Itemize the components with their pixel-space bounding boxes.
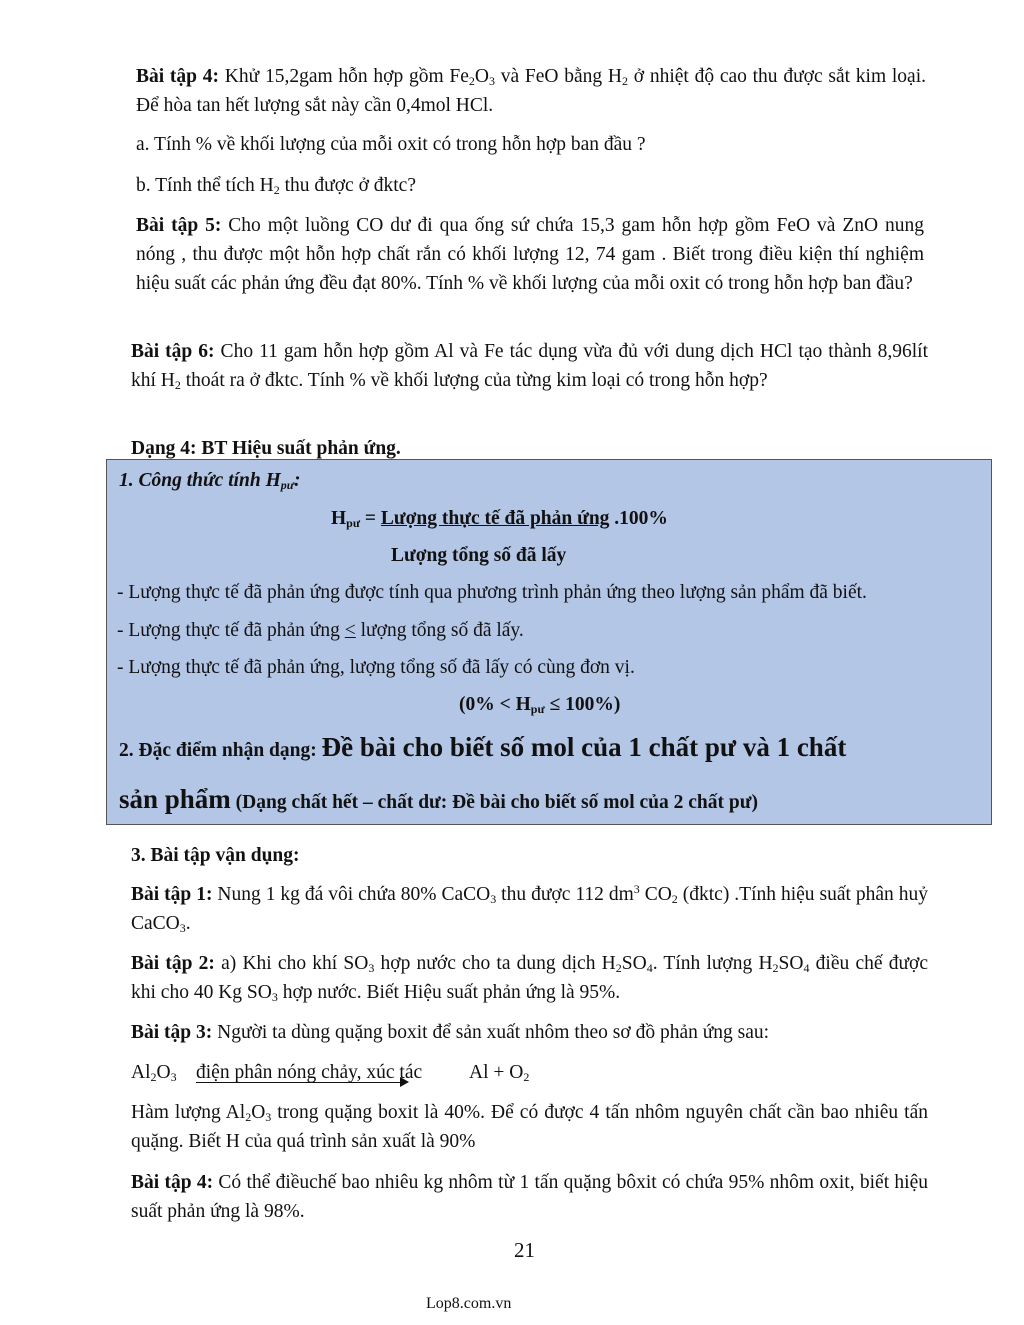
box-line-3: - Lượng thực tế đã phản ứng, lượng tổng số đã lấy có cùng đơn vị. bbox=[117, 657, 635, 678]
formula-denominator: Lượng tổng số đã lấy bbox=[391, 545, 567, 566]
footer-site: Lop8.com.vn bbox=[426, 1295, 512, 1312]
exercise-label: Bài tập 4: bbox=[136, 66, 220, 87]
formula-numerator: $H_{pư}$ = Lượng thực tế đã phản ứng .100% bbox=[331, 508, 668, 530]
exercise-4-part-b: b. Tính thể tích $H_2$ thu được ở đktc? bbox=[136, 175, 416, 197]
exercise-label: Bài tập 4: bbox=[131, 1172, 214, 1193]
exercise-2: Bài tập 2: a) Khi cho khí $SO_3$ hợp nước cho ta dung dịch $H_2SO_4$. Tính lượng $H_2SO_4$ điều chế được khi cho 40 Kg $SO_3$ hợp nước. Biết Hiệu suất phản ứng là 95%. bbox=[131, 953, 928, 1004]
box-heading-2: 2. Đặc điểm nhận dạng: Đề bài cho biết số mol của 1 chất pư và 1 chất bbox=[119, 732, 847, 762]
section-heading: Dạng 4: BT Hiệu suất phản ứng. bbox=[131, 438, 401, 459]
exercise-3: Bài tập 3: Người ta dùng quặng boxit để sản xuất nhôm theo sơ đồ phản ứng sau: bbox=[131, 1022, 770, 1043]
page-number: 21 bbox=[514, 1238, 535, 1262]
exercise-label: Bài tập 1: bbox=[131, 884, 213, 905]
box-heading-1: 1. Công thức tính $H_{pư}$: bbox=[119, 470, 301, 492]
exercise-6: Bài tập 6: Cho 11 gam hỗn hợp gồm Al và Fe tác dụng vừa đủ với dung dịch HCl tạo thành 8,96lít khí $H_2$ thoát ra ở đktc. Tính % về khối lượng của từng kim loại có trong hỗn hợp? bbox=[131, 341, 929, 392]
reaction-right: $Al + O_2$ bbox=[469, 1062, 530, 1084]
exercise-label: Bài tập 2: bbox=[131, 953, 215, 974]
exercise-5: Bài tập 5: Cho một luồng CO dư đi qua ống sứ chứa 15,3 gam hỗn hợp gồm FeO và ZnO nung nóng , thu được một hỗn hợp chất rắn có khối lượng 12, 74 gam . Biết trong điều kiện thí nghiệm hiệu suất các phản ứng đều đạt 80%. Tính % về khối lượng của mỗi oxit có trong hỗn hợp ban đầu? bbox=[136, 215, 925, 294]
exercise-1: Bài tập 1: Nung 1 kg đá vôi chứa 80% CaCO$_3$ thu được 112 $dm^3$ $CO_2$ (đktc) .Tính hiệu suất phân huỷ CaCO$_3$. bbox=[131, 882, 928, 935]
exercise-4-bottom: Bài tập 4: Có thể điềuchế bao nhiêu kg nhôm từ 1 tấn quặng bôxit có chứa 95% nhôm oxit, biết hiệu suất phản ứng là 98%. bbox=[131, 1172, 928, 1222]
reaction-condition: điện phân nóng chảy, xúc tác bbox=[196, 1062, 423, 1083]
exercise-label: Bài tập 6: bbox=[131, 341, 215, 362]
formula-box bbox=[106, 459, 992, 825]
reaction-arrow-line bbox=[196, 1082, 402, 1083]
exercise-label: Bài tập 3: bbox=[131, 1022, 213, 1043]
range-note: $(0\% < H_{pư} \le 100\%)$ bbox=[459, 694, 621, 716]
exercise-3-detail: Hàm lượng $Al_2O_3$ trong quặng boxit là 40%. Để có được 4 tấn nhôm nguyên chất cần bao nhiêu tấn quặng. Biết H của quá trình sản xuất là 90% bbox=[131, 1102, 928, 1152]
exercise-4-top: Bài tập 4: Khử 15,2gam hỗn hợp gồm $Fe_2O_3$ và FeO bằng $H_2$ ở nhiệt độ cao thu được sắt kim loại. Để hòa tan hết lượng sắt này cần 0,4mol HCl. bbox=[136, 66, 926, 116]
box-heading-2-cont: sản phẩm (Dạng chất hết – chất dư: Đề bài cho biết số mol của 2 chất pư) bbox=[119, 784, 758, 814]
exercise-label: Bài tập 5: bbox=[136, 215, 222, 236]
reaction-left: $Al_2O_3$ bbox=[131, 1062, 177, 1084]
box-line-2: - Lượng thực tế đã phản ứng < lượng tổng số đã lấy. bbox=[117, 620, 524, 641]
apply-heading: 3. Bài tập vận dụng: bbox=[131, 845, 300, 866]
box-line-1: - Lượng thực tế đã phản ứng được tính qua phương trình phản ứng theo lượng sản phẩm đã biết. bbox=[117, 582, 867, 603]
arrow-right-icon bbox=[400, 1077, 409, 1087]
exercise-4-part-a: a. Tính % về khối lượng của mỗi oxit có trong hỗn hợp ban đầu ? bbox=[136, 134, 646, 155]
